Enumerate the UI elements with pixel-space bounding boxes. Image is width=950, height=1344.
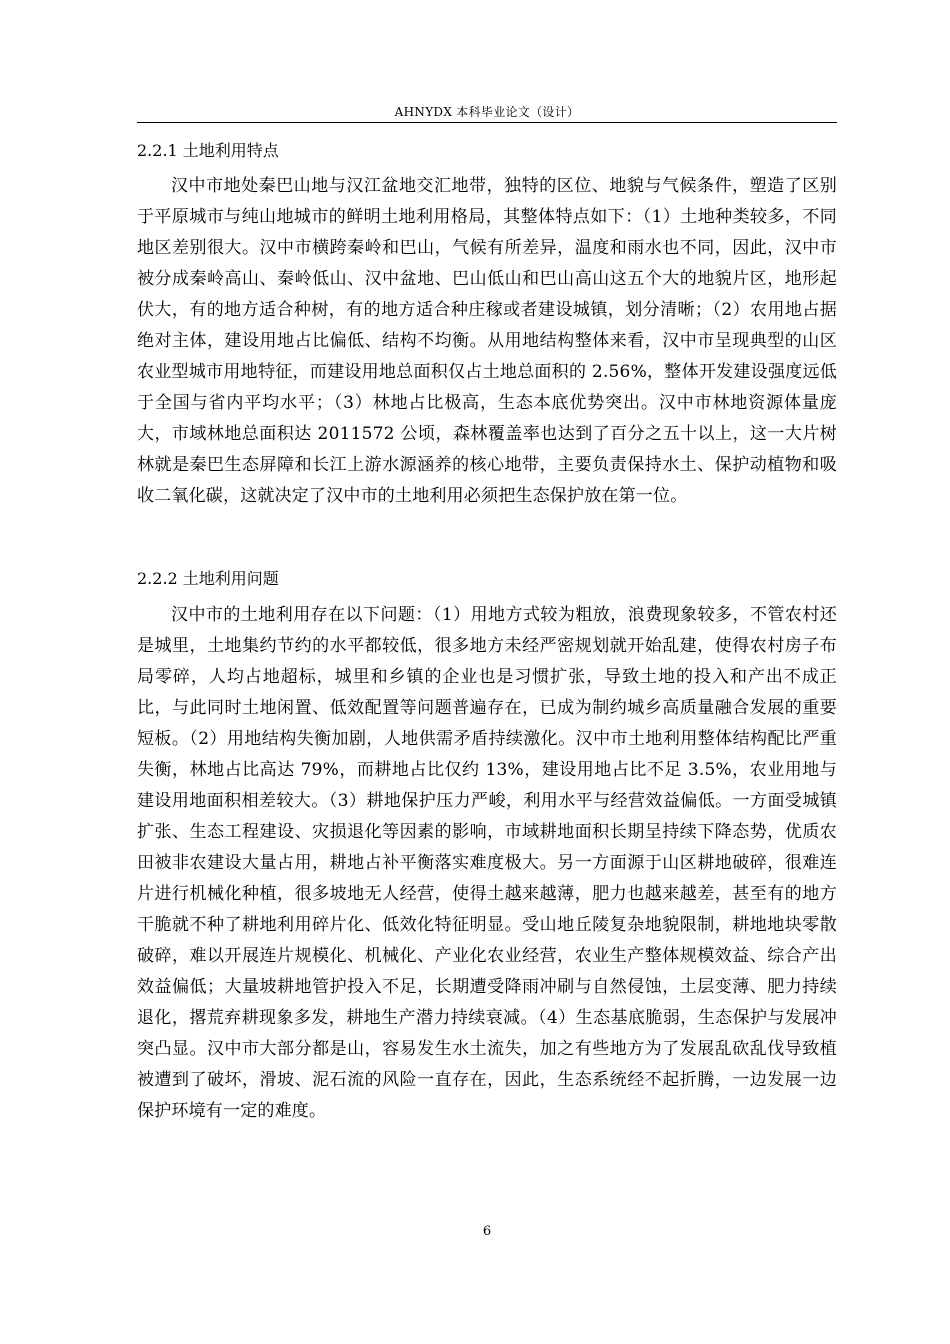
body-paragraph-land-use-characteristics: 汉中市地处秦巴山地与汉江盆地交汇地带，独特的区位、地貌与气候条件，塑造了区别于平原城市与纯山地城市的鲜明土地利用格局，其整体特点如下：（1）土地种类较多，不同地区差别很大。汉中市横跨秦岭和巴山，气候有所差异，温度和雨水也不同，因此，汉中市被分成秦岭高山、秦岭低山、汉中盆地、巴山低山和巴山高山这五个大的地貌片区，地形起伏大，有的地方适合种树，有的地方适合种庄稼或者建设城镇，划分清晰；（2）农用地占据绝对主体，建设用地占比偏低、结构不均衡。从用地结构整体来看，汉中市呈现典型的山区农业型城市用地特征，而建设用地总面积仅占土地总面积的 2.56%，整体开发建设强度远低于全国与省内平均水平；（3）林地占比极高，生态本底优势突出。汉中市林地资源体量庞大，市域林地总面积达 2011572 公顷，森林覆盖率也达到了百分之五十以上，这一大片树林就是秦巴生态屏障和长江上游水源涵养的核心地带，主要负责保持水土、保护动植物和吸收二氧化碳，这就决定了汉中市的土地利用必须把生态保护放在第一位。 xyxy=(137,176,837,506)
page-number: 6 xyxy=(482,1224,492,1239)
section-heading-land-use-problems: 2.2.2 土地利用问题 xyxy=(137,569,279,588)
page-header: AHNYDX 本科毕业论文（设计） xyxy=(394,105,580,119)
header-divider xyxy=(137,122,837,123)
body-paragraph-land-use-problems: 汉中市的土地利用存在以下问题：（1）用地方式较为粗放，浪费现象较多，不管农村还是城里，土地集约节约的水平都较低，很多地方未经严密规划就开始乱建，使得农村房子布局零碎，人均占地超标，城里和乡镇的企业也是习惯扩张，导致土地的投入和产出不成正比，与此同时土地闲置、低效配置等问题普遍存在，已成为制约城乡高质量融合发展的重要短板。（2）用地结构失衡加剧，人地供需矛盾持续激化。汉中市土地利用整体结构配比严重失衡，林地占比高达 79%，而耕地占比仅约 13%，建设用地占比不足 3.5%，农业用地与建设用地面积相差较大。（3）耕地保护压力严峻，利用水平与经营效益偏低。一方面受城镇扩张、生态工程建设、灾损退化等因素的影响，市域耕地面积长期呈持续下降态势，优质农田被非农建设大量占用，耕地占补平衡落实难度极大。另一方面源于山区耕地破碎，很难连片进行机械化种植，很多坡地无人经营，使得土越来越薄，肥力也越来越差，甚至有的地方干脆就不种了耕地利用碎片化、低效化特征明显。受山地丘陵复杂地貌限制，耕地地块零散破碎，难以开展连片规模化、机械化、产业化农业经营，农业生产整体规模效益、综合产出效益偏低；大量坡耕地管护投入不足，长期遭受降雨冲刷与自然侵蚀，土层变薄、肥力持续退化，撂荒弃耕现象多发，耕地生产潜力持续衰减。（4）生态基底脆弱，生态保护与发展冲突凸显。汉中市大部分都是山，容易发生水土流失，加之有些地方为了发展乱砍乱伐导致植被遭到了破坏，滑坡、泥石流的风险一直存在，因此，生态系统经不起折腾，一边发展一边保护环境有一定的难度。 xyxy=(137,605,837,1121)
section-heading-land-use-characteristics: 2.2.1 土地利用特点 xyxy=(137,141,279,160)
